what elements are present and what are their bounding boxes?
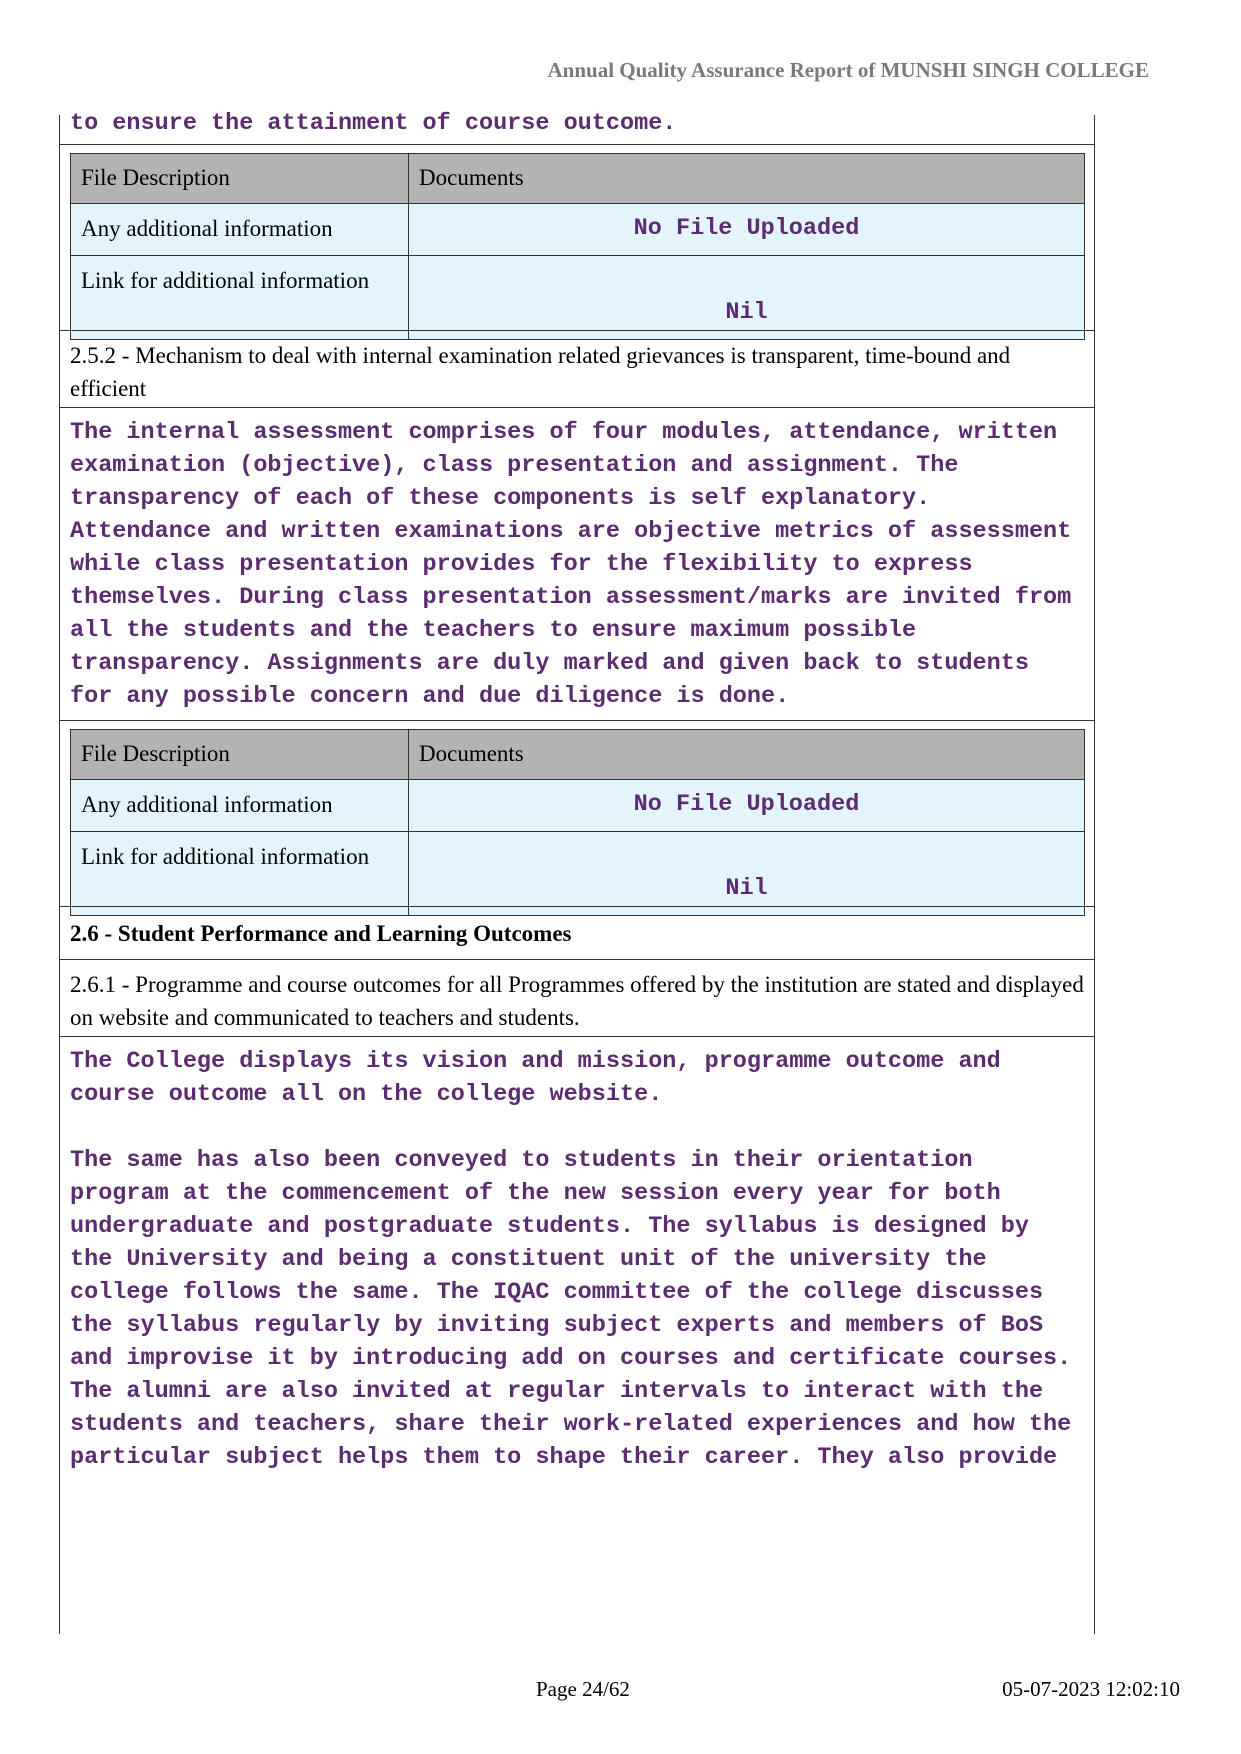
row-label: Link for additional information: [71, 256, 409, 340]
table-row: [71, 832, 1085, 916]
row-label: Link for additional information: [71, 832, 409, 916]
documents-table: [70, 729, 1085, 916]
col-file-description: File Description: [71, 730, 409, 780]
col-documents: Documents: [409, 154, 1085, 204]
section-title-2-6: 2.6 - Student Performance and Learning Outcomes: [60, 906, 1094, 959]
page-number: Page 24/62: [536, 1677, 630, 1701]
answer-2-6-1-paragraph-1: The College displays its vision and mission, programme outcome and course outcome all on the college website.: [70, 1048, 1015, 1108]
continuation-text: to ensure the attainment of course outcome.: [70, 110, 677, 137]
row-label: Any additional information: [71, 780, 409, 832]
timestamp: 05-07-2023 12:02:10: [1002, 1677, 1180, 1701]
answer-2-6-1: [60, 1036, 1094, 1634]
row-value: No File Uploaded: [409, 780, 1085, 832]
doc-table-section-2: [60, 720, 1094, 906]
row-value: No File Uploaded: [409, 204, 1085, 256]
table-row: [71, 780, 1085, 832]
col-documents: Documents: [409, 730, 1085, 780]
report-header: Annual Quality Assurance Report of MUNSHI SINGH COLLEGE: [547, 58, 1149, 82]
content-frame: [59, 110, 1095, 1634]
table-row: [71, 256, 1085, 340]
table-row: [71, 204, 1085, 256]
row-value[interactable]: Nil: [409, 832, 1085, 916]
doc-table-section-1: [60, 144, 1094, 330]
documents-table: [70, 153, 1085, 340]
row-value[interactable]: Nil: [409, 256, 1085, 340]
row-label: Any additional information: [71, 204, 409, 256]
question-2-5-2: 2.5.2 - Mechanism to deal with internal examination related grievances is transparent, time-bound and efficient: [60, 330, 1094, 407]
col-file-description: File Description: [71, 154, 409, 204]
table-header-row: [71, 154, 1085, 204]
table-header-row: [71, 730, 1085, 780]
answer-2-6-1-paragraph-2: The same has also been conveyed to students in their orientation program at the commencement of the new session every year for both undergraduate and postgraduate students. The syllabus is designed by the University and being a constituent unit of the university the college follows the same. The IQAC committee of the college discusses the syllabus regularly by inviting subject experts and members of BoS and improvise it by introducing add on courses and certificate courses. The alumni are also invited at regular intervals to interact with the students and teachers, share their work-related experiences and how the particular subject helps them to shape their career. They also provide: [70, 1147, 1086, 1471]
answer-2-5-2: The internal assessment comprises of four modules, attendance, written examination (objective), class presentation and assignment. The transparency of each of these components is self explanatory. Attendance and written examinations are objective metrics of assessment while class presentation provides for the flexibility to express themselves. During class presentation assessment/marks are invited from all the students and the teachers to ensure maximum possible transparency. Assignments are duly marked and given back to students for any possible concern and due diligence is done.: [60, 407, 1094, 720]
question-2-6-1: 2.6.1 - Programme and course outcomes for all Programmes offered by the institution are stated and displayed on website and communicated to teachers and students.: [60, 959, 1094, 1036]
